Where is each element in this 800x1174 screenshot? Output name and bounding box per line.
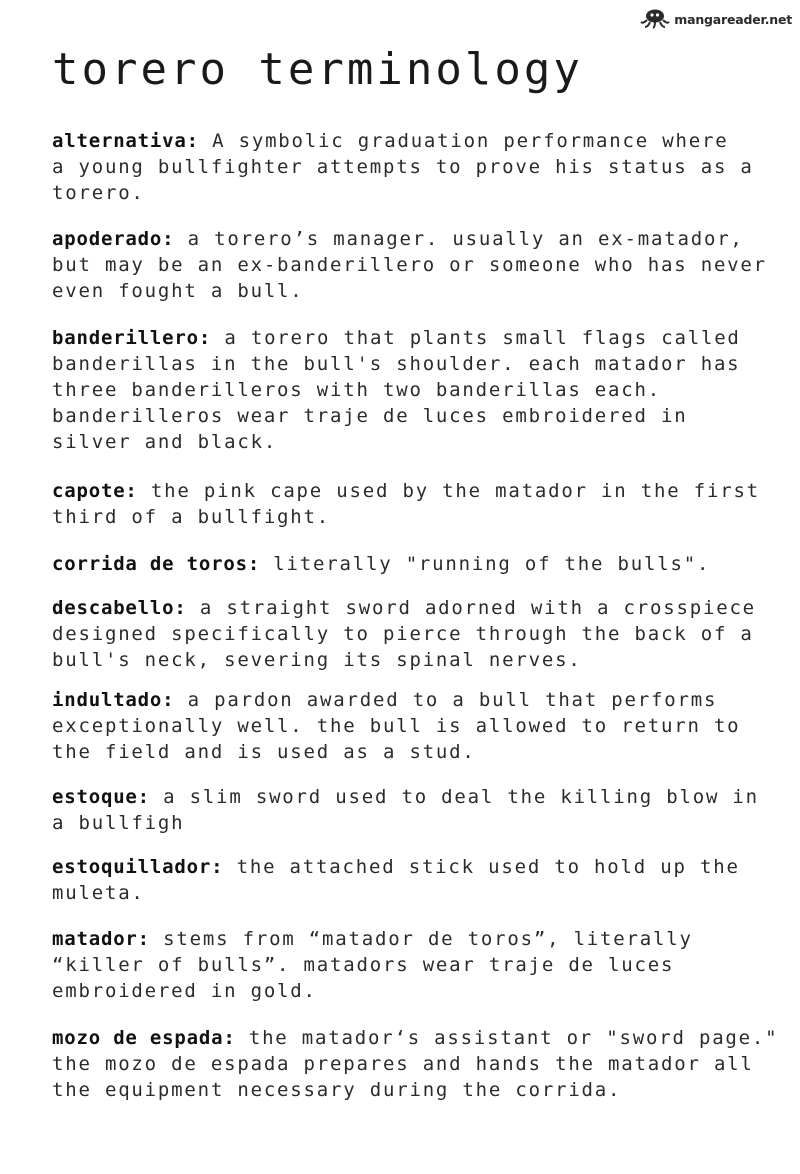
glossary-term: descabello: [52, 597, 187, 619]
glossary-entry [52, 478, 760, 530]
glossary-term: alternativa: [52, 130, 199, 152]
glossary-definition: the pink cape used by the matador in the first third of a bullfight. [52, 480, 760, 528]
glossary-term: apoderado: [52, 228, 175, 250]
glossary-definition: the attached stick used to hold up the muleta. [52, 856, 740, 904]
glossary-entry [52, 595, 756, 673]
glossary-definition: literally "running of the bulls". [260, 553, 711, 575]
glossary-term: matador: [52, 928, 150, 950]
glossary-definition: stems from “matador de toros”, literally “killer of bulls”. matadors wear traje de luces embroidered in gold. [52, 928, 693, 1002]
glossary-definition: a torero that plants small flags called banderillas in the bull's shoulder. each matador has three banderilleros with two banderillas each. banderilleros wear traje de luces embroidered in silver and black. [52, 327, 741, 453]
glossary-entry [52, 1025, 778, 1103]
glossary-definition: a slim sword used to deal the killing blow in a bullfigh [52, 786, 759, 834]
glossary-entry [52, 551, 710, 577]
glossary-term: mozo de espada: [52, 1027, 236, 1049]
glossary-entry [52, 784, 759, 836]
glossary-definition: a straight sword adorned with a crosspiece designed specifically to pierce through the back of a bull's neck, severing its spinal nerves. [52, 597, 756, 671]
octopus-logo-icon [640, 9, 670, 29]
glossary-definition: a torero’s manager. usually an ex-matador, but may be an ex-banderillero or someone who has never even fought a bull. [52, 228, 767, 302]
glossary-term: banderillero: [52, 327, 212, 349]
page-title: torero terminology [52, 44, 583, 95]
glossary-term: estoque: [52, 786, 150, 808]
glossary-definition: the matador‘s assistant or "sword page." the mozo de espada prepares and hands the matador all the equipment necessary during the corrida. [52, 1027, 779, 1101]
glossary-entry [52, 687, 740, 765]
glossary-definition: a pardon awarded to a bull that performs exceptionally well. the bull is allowed to return to the field and is used as a stud. [52, 689, 741, 763]
glossary-term: capote: [52, 480, 138, 502]
glossary-term: estoquillador: [52, 856, 224, 878]
glossary-term: indultado: [52, 689, 175, 711]
glossary-definition: A symbolic graduation performance where a young bullfighter attempts to prove his status as a torero. [52, 130, 754, 204]
glossary-entry [52, 926, 693, 1004]
glossary-term: corrida de toros: [52, 553, 261, 575]
glossary-entry [52, 854, 740, 906]
glossary-entry [52, 128, 754, 206]
glossary-entry [52, 325, 741, 455]
watermark [640, 9, 792, 29]
glossary-entry [52, 226, 767, 304]
watermark-text: mangareader.net [674, 11, 792, 27]
